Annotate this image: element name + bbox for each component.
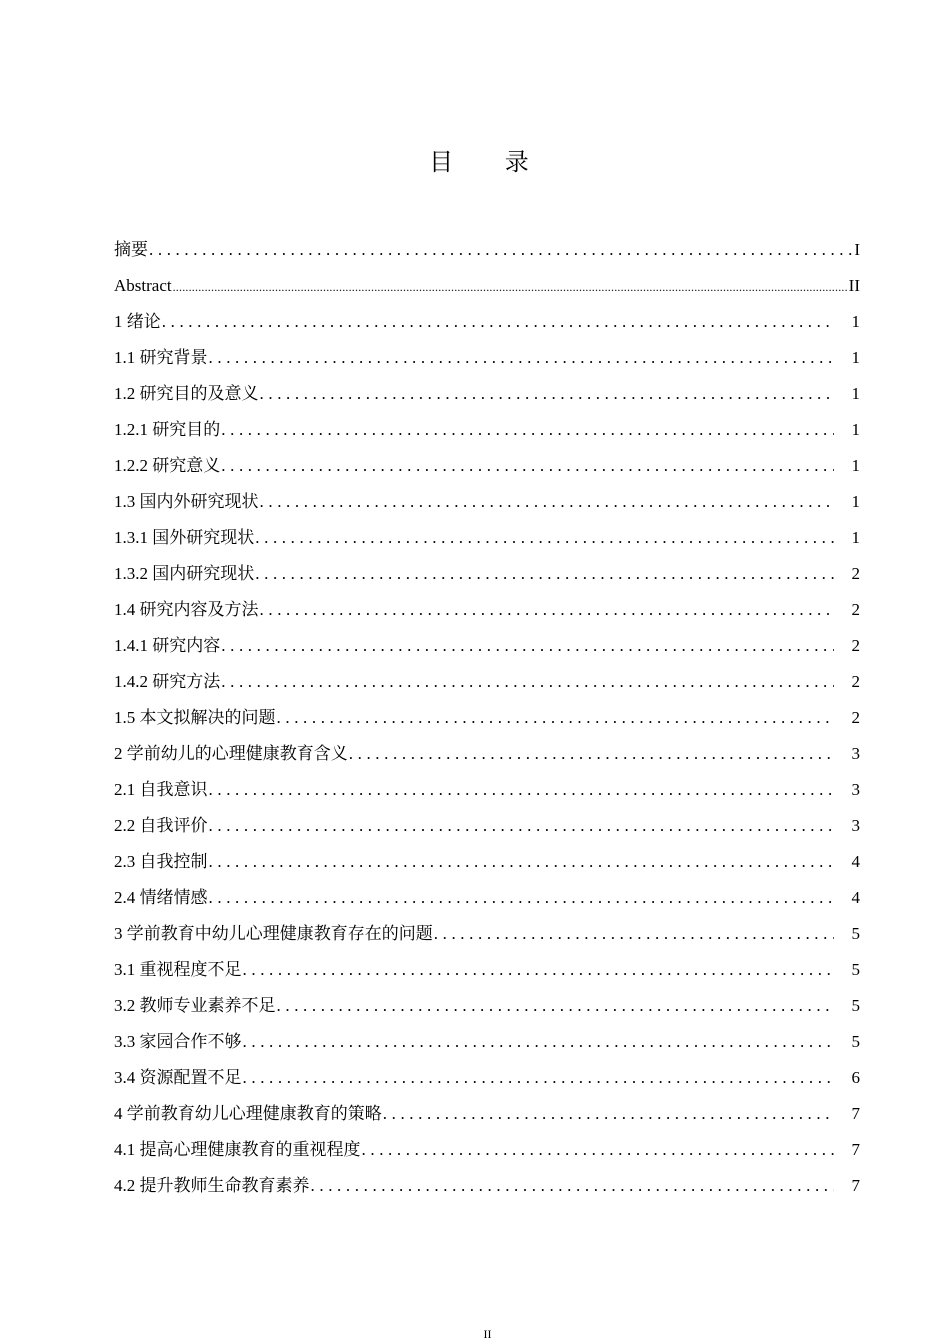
toc-entry-page: 1: [851, 528, 860, 547]
toc-entry[interactable]: [114, 1096, 860, 1132]
dot-leader: [161, 304, 834, 340]
toc-entry[interactable]: [114, 556, 860, 592]
toc-entry-label: 1.3 国内外研究现状: [114, 492, 259, 511]
toc-entry-page: 7: [851, 1104, 860, 1123]
dot-leader: [220, 448, 834, 484]
toc-entry-label: 1.2.1 研究目的: [114, 420, 221, 439]
toc-entry-label: 1.4.2 研究方法: [114, 672, 221, 691]
dot-leader: [220, 664, 834, 700]
dot-leader: [276, 988, 835, 1024]
toc-entry-page: 1: [851, 420, 860, 439]
dot-leader: [259, 376, 835, 412]
toc-entry-label: 2 学前幼儿的心理健康教育含义: [114, 744, 348, 763]
toc-entry-label: 3.2 教师专业素养不足: [114, 996, 276, 1015]
toc-entry-page: 5: [851, 960, 860, 979]
dot-leader: [172, 269, 847, 304]
toc-entry[interactable]: [114, 844, 860, 880]
dot-leader: [276, 700, 835, 736]
toc-entry-page: 1: [851, 312, 860, 331]
toc-entry-page: II: [848, 276, 860, 295]
toc-entry[interactable]: [114, 376, 860, 412]
dot-leader: [208, 880, 835, 916]
dot-leader: [148, 232, 852, 268]
toc-entry-label: 3.4 资源配置不足: [114, 1068, 242, 1087]
toc-entry[interactable]: [114, 1168, 860, 1204]
toc-entry-label: 2.3 自我控制: [114, 852, 208, 871]
toc-entry-label: 3 学前教育中幼儿心理健康教育存在的问题: [114, 924, 433, 943]
dot-leader: [220, 628, 834, 664]
toc-entry-page: 2: [851, 708, 860, 727]
toc-entry-label: 4.2 提升教师生命教育素养: [114, 1176, 310, 1195]
toc-entry[interactable]: [114, 628, 860, 664]
toc-entry-page: 2: [851, 564, 860, 583]
toc-entry-label: 4.1 提高心理健康教育的重视程度: [114, 1140, 361, 1159]
toc-entry-page: 3: [851, 780, 860, 799]
dot-leader: [254, 520, 834, 556]
dot-leader: [259, 484, 835, 520]
toc-entry[interactable]: [114, 1024, 860, 1060]
toc-entry[interactable]: [114, 1060, 860, 1096]
toc-entry[interactable]: [114, 520, 860, 556]
dot-leader: [259, 592, 835, 628]
toc-entry-label: Abstract: [114, 276, 172, 295]
toc-entry-page: 3: [851, 816, 860, 835]
toc-entry[interactable]: [114, 808, 860, 844]
toc-entry-page: 5: [851, 1032, 860, 1051]
toc-entry[interactable]: [114, 268, 860, 304]
dot-leader: [242, 952, 835, 988]
toc-entry[interactable]: [114, 772, 860, 808]
toc-entry-page: 1: [851, 384, 860, 403]
toc-entry-page: 4: [851, 888, 860, 907]
toc-entry[interactable]: [114, 448, 860, 484]
dot-leader: [348, 736, 834, 772]
toc-entry-label: 4 学前教育幼儿心理健康教育的策略: [114, 1104, 382, 1123]
toc-entry[interactable]: [114, 1132, 860, 1168]
toc-entry[interactable]: [114, 988, 860, 1024]
dot-leader: [242, 1060, 835, 1096]
toc-entry-page: 2: [851, 672, 860, 691]
toc-entry[interactable]: [114, 340, 860, 376]
toc-entry[interactable]: [114, 736, 860, 772]
dot-leader: [242, 1024, 835, 1060]
toc-entry-label: 1.2 研究目的及意义: [114, 384, 259, 403]
toc-entry[interactable]: [114, 916, 860, 952]
toc-entry-label: 1.4.1 研究内容: [114, 636, 221, 655]
toc-entry-page: I: [854, 240, 860, 259]
dot-leader: [382, 1096, 834, 1132]
toc-entry-page: 3: [851, 744, 860, 763]
toc-entry-label: 3.3 家园合作不够: [114, 1032, 242, 1051]
toc-entry-page: 4: [851, 852, 860, 871]
toc-entry-page: 1: [851, 348, 860, 367]
toc-entry-label: 1.1 研究背景: [114, 348, 208, 367]
toc-entry-label: 1.2.2 研究意义: [114, 456, 221, 475]
table-of-contents: [114, 232, 860, 1204]
toc-entry-page: 6: [851, 1068, 860, 1087]
toc-entry-label: 2.4 情绪情感: [114, 888, 208, 907]
toc-entry[interactable]: [114, 880, 860, 916]
toc-entry-page: 2: [851, 600, 860, 619]
toc-entry-label: 1 绪论: [114, 312, 161, 331]
page-number-footer: II: [483, 1327, 492, 1341]
toc-entry-label: 1.3.2 国内研究现状: [114, 564, 255, 583]
toc-entry-label: 1.4 研究内容及方法: [114, 600, 259, 619]
toc-entry-page: 7: [851, 1176, 860, 1195]
toc-entry-label: 1.5 本文拟解决的问题: [114, 708, 276, 727]
dot-leader: [433, 916, 834, 952]
toc-entry-label: 2.1 自我意识: [114, 780, 208, 799]
toc-entry-label: 摘要: [114, 240, 148, 259]
toc-entry[interactable]: [114, 664, 860, 700]
toc-entry-page: 1: [851, 456, 860, 475]
toc-entry[interactable]: [114, 484, 860, 520]
toc-entry-label: 1.3.1 国外研究现状: [114, 528, 255, 547]
toc-entry[interactable]: [114, 304, 860, 340]
dot-leader: [208, 808, 835, 844]
dot-leader: [310, 1168, 835, 1204]
toc-entry[interactable]: [114, 232, 860, 268]
dot-leader: [361, 1132, 835, 1168]
dot-leader: [208, 772, 835, 808]
toc-entry-label: 3.1 重视程度不足: [114, 960, 242, 979]
toc-entry-page: 1: [851, 492, 860, 511]
toc-entry[interactable]: [114, 412, 860, 448]
toc-entry[interactable]: [114, 952, 860, 988]
page-title: 目 录: [429, 148, 551, 176]
toc-entry[interactable]: [114, 592, 860, 628]
dot-leader: [208, 340, 835, 376]
dot-leader: [220, 412, 834, 448]
toc-entry[interactable]: [114, 700, 860, 736]
toc-entry-page: 5: [851, 996, 860, 1015]
toc-entry-page: 5: [851, 924, 860, 943]
dot-leader: [208, 844, 835, 880]
dot-leader: [254, 556, 834, 592]
toc-entry-page: 7: [851, 1140, 860, 1159]
toc-entry-label: 2.2 自我评价: [114, 816, 208, 835]
toc-entry-page: 2: [851, 636, 860, 655]
